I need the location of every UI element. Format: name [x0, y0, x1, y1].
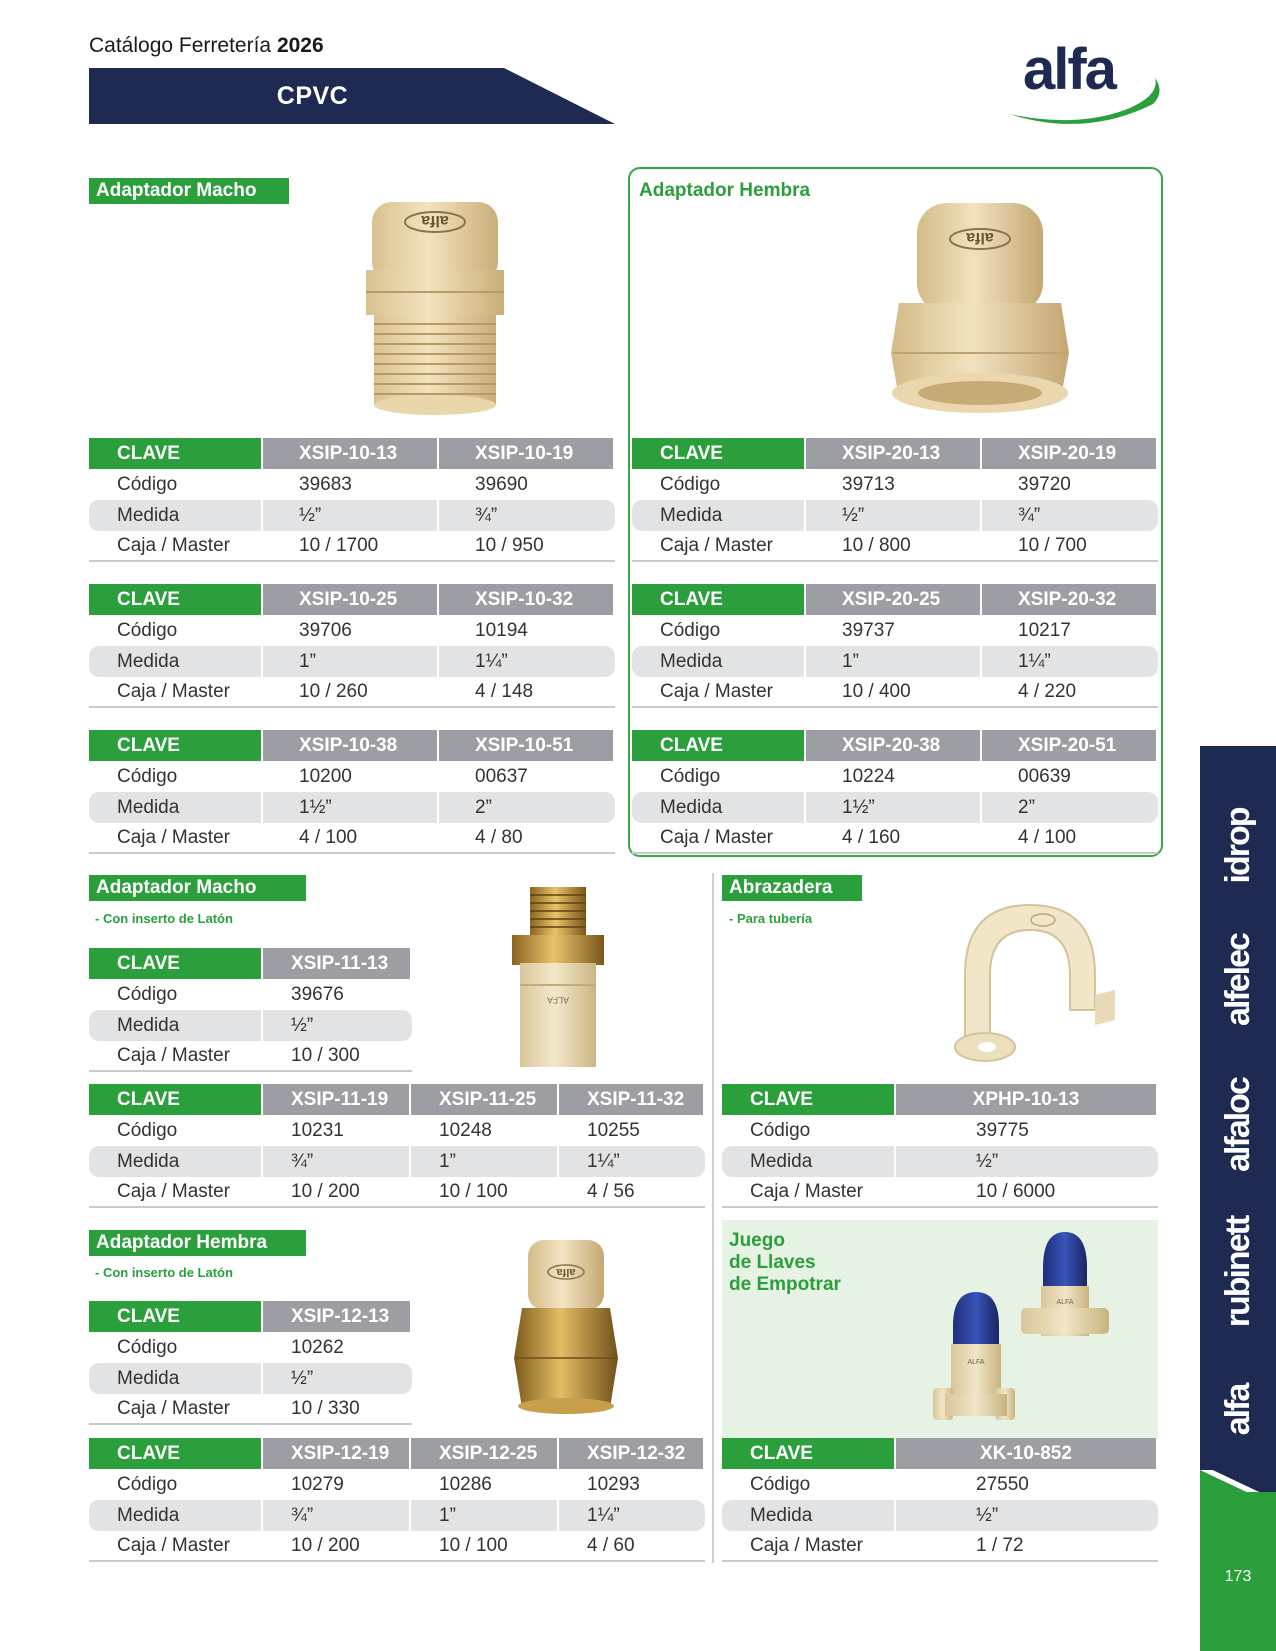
cell-value: ½” — [896, 1146, 1158, 1177]
spec-table-xsip-10-38 — [89, 730, 615, 854]
spec-table-xsip-12-13 — [89, 1301, 412, 1425]
row-label: Código — [660, 473, 721, 495]
clave-header: CLAVE — [89, 1438, 263, 1469]
row-label: Caja / Master — [89, 1041, 263, 1072]
clave-header: CLAVE — [89, 948, 263, 979]
row-label: Medida — [89, 1010, 263, 1041]
row-label: Código — [117, 1119, 178, 1141]
llaves-title-line: de Empotrar — [729, 1274, 841, 1295]
cell-value: 2” — [439, 792, 615, 823]
row-label: Medida — [722, 1146, 896, 1177]
row-label: Caja / Master — [632, 677, 806, 708]
cell-value: 10 / 1700 — [263, 531, 439, 562]
cell-value: 10 / 700 — [982, 531, 1158, 562]
row-label: Medida — [89, 1500, 263, 1531]
row-label: Código — [117, 983, 178, 1005]
cell-value: 10231 — [291, 1119, 344, 1141]
fitting-logo-text: alfa — [556, 1266, 576, 1278]
cell-value: ½” — [263, 1010, 412, 1041]
cell-value: 39683 — [299, 473, 352, 495]
cell-value: ¾” — [263, 1146, 411, 1177]
cell-value: 4 / 220 — [982, 677, 1158, 708]
adaptador-hembra-laton-image — [508, 1238, 623, 1418]
cell-value: 4 / 148 — [439, 677, 615, 708]
category-banner — [89, 68, 615, 124]
catalog-year: 2026 — [276, 34, 324, 57]
product-code: XSIP-10-51 — [439, 730, 615, 761]
cell-value: 10217 — [1018, 619, 1071, 641]
row-label: Código — [750, 1119, 811, 1141]
cell-value: ¾” — [982, 500, 1158, 531]
adaptador-macho-laton-image — [508, 885, 608, 1070]
catalog-title-prefix: Catálogo Ferretería — [89, 34, 272, 57]
section-title-adaptador-macho-laton: Adaptador Macho — [89, 875, 306, 901]
product-code: XSIP-11-25 — [411, 1084, 559, 1115]
row-label: Código — [117, 1473, 178, 1495]
spec-table-xsip-11-19 — [89, 1084, 705, 1208]
cell-value: ½” — [263, 1363, 412, 1394]
product-code: XSIP-11-32 — [559, 1084, 705, 1115]
cell-value: 10 / 200 — [263, 1531, 411, 1562]
row-label: Caja / Master — [89, 1394, 263, 1425]
fitting-logo-text: ALFA — [967, 1359, 985, 1366]
row-label: Código — [750, 1473, 811, 1495]
cell-value: 39775 — [976, 1119, 1029, 1141]
cell-value: 10224 — [842, 765, 895, 787]
cell-value: 4 / 60 — [559, 1531, 705, 1562]
row-label: Caja / Master — [89, 1177, 263, 1208]
row-label: Caja / Master — [722, 1531, 896, 1562]
cell-value: 4 / 100 — [982, 823, 1158, 854]
row-label: Medida — [89, 1146, 263, 1177]
row-label: Medida — [89, 1363, 263, 1394]
row-label: Caja / Master — [632, 823, 806, 854]
product-code: XSIP-11-13 — [263, 948, 412, 979]
section-title-abrazadera: Abrazadera — [722, 875, 862, 901]
sidebar-brand-rubinett[interactable]: rubinett — [1219, 1216, 1257, 1328]
clave-header: CLAVE — [89, 438, 263, 469]
adaptador-hembra-image — [885, 203, 1075, 418]
abrazadera-image — [945, 895, 1120, 1065]
cell-value: 1¼” — [559, 1146, 705, 1177]
cell-value: 10262 — [291, 1336, 344, 1358]
section-title-adaptador-macho: Adaptador Macho — [89, 178, 289, 204]
row-label: Medida — [632, 500, 806, 531]
llaves-title-line: de Llaves — [729, 1252, 816, 1273]
cell-value: 2” — [982, 792, 1158, 823]
row-label: Caja / Master — [89, 677, 263, 708]
product-code: XSIP-10-32 — [439, 584, 615, 615]
row-label: Código — [117, 765, 178, 787]
sidebar-brand-idrop[interactable]: idrop — [1219, 808, 1257, 884]
cell-value: 4 / 160 — [806, 823, 982, 854]
clave-header: CLAVE — [632, 584, 806, 615]
row-label: Medida — [89, 500, 263, 531]
row-label: Caja / Master — [722, 1177, 896, 1208]
spec-table-xk-10-852 — [722, 1438, 1158, 1562]
fitting-logo-text: ALFA — [546, 995, 570, 1005]
spec-table-xsip-20-25 — [632, 584, 1158, 708]
row-label: Medida — [89, 792, 263, 823]
spec-table-xsip-12-19 — [89, 1438, 705, 1562]
category-title: CPVC — [276, 82, 349, 110]
row-label: Código — [660, 765, 721, 787]
cell-value: 10293 — [587, 1473, 640, 1495]
cell-value: 39706 — [299, 619, 352, 641]
catalog-title — [89, 34, 324, 58]
product-code: XSIP-20-19 — [982, 438, 1158, 469]
cell-value: 39737 — [842, 619, 895, 641]
cell-value: 39676 — [291, 983, 344, 1005]
section-subtitle: - Con inserto de Latón — [95, 1265, 233, 1280]
row-label: Medida — [89, 646, 263, 677]
clave-header: CLAVE — [632, 730, 806, 761]
cell-value: 4 / 56 — [559, 1177, 705, 1208]
page-number: 173 — [1224, 1568, 1252, 1585]
cell-value: ½” — [896, 1500, 1158, 1531]
section-title-adaptador-hembra-laton: Adaptador Hembra — [89, 1230, 306, 1256]
row-label: Caja / Master — [89, 531, 263, 562]
cell-value: 00639 — [1018, 765, 1071, 787]
product-code: XSIP-12-32 — [559, 1438, 705, 1469]
product-code: XSIP-10-19 — [439, 438, 615, 469]
product-code: XSIP-11-19 — [263, 1084, 411, 1115]
cell-value: 1½” — [806, 792, 982, 823]
product-code: XSIP-20-25 — [806, 584, 982, 615]
cell-value: 1 / 72 — [896, 1531, 1158, 1562]
clave-header: CLAVE — [632, 438, 806, 469]
cell-value: 10194 — [475, 619, 528, 641]
product-code: XK-10-852 — [896, 1438, 1158, 1469]
cell-value: ½” — [263, 500, 439, 531]
adaptador-macho-image — [360, 200, 510, 420]
cell-value: 1½” — [263, 792, 439, 823]
cell-value: ½” — [806, 500, 982, 531]
cell-value: 27550 — [976, 1473, 1029, 1495]
row-label: Caja / Master — [89, 823, 263, 854]
section-title-adaptador-hembra: Adaptador Hembra — [639, 180, 811, 201]
product-code: XSIP-20-51 — [982, 730, 1158, 761]
llaves-empotrar-image — [925, 1228, 1150, 1428]
section-subtitle: - Para tubería — [729, 911, 813, 926]
product-code: XSIP-20-38 — [806, 730, 982, 761]
row-label: Caja / Master — [632, 531, 806, 562]
cell-value: 1¼” — [982, 646, 1158, 677]
sidebar-brand-alfaloc[interactable]: alfaloc — [1219, 1078, 1257, 1172]
spec-table-xphp-10-13 — [722, 1084, 1158, 1208]
spec-table-xsip-11-13 — [89, 948, 412, 1072]
cell-value: 39720 — [1018, 473, 1071, 495]
section-title-llaves — [729, 1230, 889, 1296]
row-label: Código — [117, 473, 178, 495]
cell-value: 39713 — [842, 473, 895, 495]
product-code: XSIP-10-13 — [263, 438, 439, 469]
spec-table-xsip-20-38 — [632, 730, 1158, 854]
fitting-logo-text: alfa — [421, 212, 449, 229]
row-label: Medida — [632, 646, 806, 677]
section-subtitle: - Con inserto de Latón — [95, 911, 233, 926]
row-label: Código — [117, 1336, 178, 1358]
clave-header: CLAVE — [89, 730, 263, 761]
product-code: XSIP-10-25 — [263, 584, 439, 615]
clave-header: CLAVE — [89, 584, 263, 615]
cell-value: 10 / 950 — [439, 531, 615, 562]
row-label: Código — [660, 619, 721, 641]
cell-value: 1” — [411, 1146, 559, 1177]
cell-value: 10279 — [291, 1473, 344, 1495]
product-code: XPHP-10-13 — [896, 1084, 1158, 1115]
cell-value: 00637 — [475, 765, 528, 787]
clave-header: CLAVE — [89, 1084, 263, 1115]
cell-value: 10 / 300 — [263, 1041, 412, 1072]
cell-value: 10 / 200 — [263, 1177, 411, 1208]
cell-value: 4 / 80 — [439, 823, 615, 854]
alfa-logo — [1005, 38, 1165, 128]
row-label: Medida — [722, 1500, 896, 1531]
cell-value: 10 / 100 — [411, 1531, 559, 1562]
llaves-title-line: Juego — [729, 1230, 785, 1251]
cell-value: 10 / 330 — [263, 1394, 412, 1425]
row-label: Caja / Master — [89, 1531, 263, 1562]
fitting-logo-text: alfa — [966, 229, 994, 246]
cell-value: 4 / 100 — [263, 823, 439, 854]
cell-value: 10 / 100 — [411, 1177, 559, 1208]
clave-header: CLAVE — [722, 1084, 896, 1115]
spec-table-xsip-20-13 — [632, 438, 1158, 562]
cell-value: 10 / 260 — [263, 677, 439, 708]
product-code: XSIP-10-38 — [263, 730, 439, 761]
column-divider — [712, 873, 714, 1563]
spec-table-xsip-10-13 — [89, 438, 615, 562]
cell-value: 1¼” — [439, 646, 615, 677]
cell-value: 1” — [806, 646, 982, 677]
cell-value: ¾” — [263, 1500, 411, 1531]
product-code: XSIP-12-25 — [411, 1438, 559, 1469]
cell-value: ¾” — [439, 500, 615, 531]
cell-value: 10 / 400 — [806, 677, 982, 708]
row-label: Medida — [632, 792, 806, 823]
cell-value: 10286 — [439, 1473, 492, 1495]
cell-value: 10200 — [299, 765, 352, 787]
product-code: XSIP-12-13 — [263, 1301, 412, 1332]
cell-value: 1¼” — [559, 1500, 705, 1531]
spec-table-xsip-10-25 — [89, 584, 615, 708]
product-code: XSIP-12-19 — [263, 1438, 411, 1469]
cell-value: 39690 — [475, 473, 528, 495]
cell-value: 1” — [263, 646, 439, 677]
row-label: Código — [117, 619, 178, 641]
fitting-logo-text: ALFA — [1056, 1299, 1074, 1306]
product-code: XSIP-20-32 — [982, 584, 1158, 615]
sidebar-brand-alfa[interactable]: alfa — [1219, 1384, 1257, 1436]
sidebar-brand-alfelec[interactable]: alfelec — [1219, 934, 1257, 1026]
cell-value: 10255 — [587, 1119, 640, 1141]
cell-value: 1” — [411, 1500, 559, 1531]
clave-header: CLAVE — [89, 1301, 263, 1332]
logo-text: alfa — [1023, 37, 1115, 102]
cell-value: 10 / 800 — [806, 531, 982, 562]
cell-value: 10248 — [439, 1119, 492, 1141]
product-code: XSIP-20-13 — [806, 438, 982, 469]
cell-value: 10 / 6000 — [896, 1177, 1158, 1208]
clave-header: CLAVE — [722, 1438, 896, 1469]
